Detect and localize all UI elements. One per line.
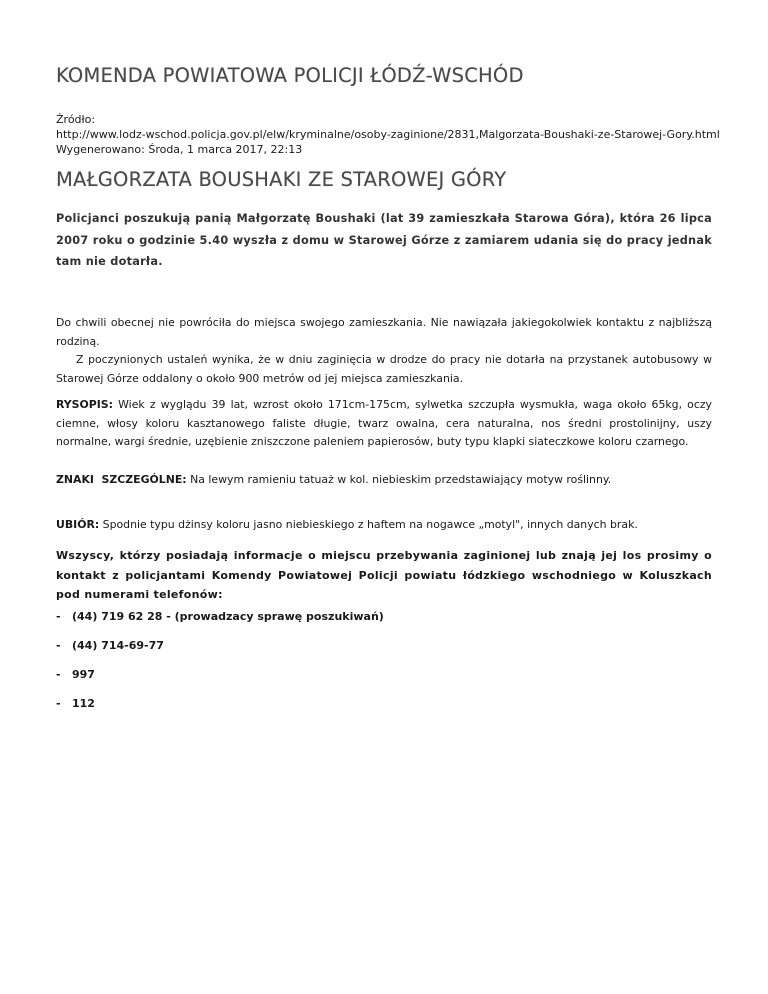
- generated-date: Wygenerowano: Środa, 1 marca 2017, 22:13: [56, 143, 303, 156]
- rysopis-label: RYSOPIS:: [56, 398, 114, 411]
- rysopis-paragraph: [56, 396, 712, 452]
- source-url: http://www.lodz-wschod.policja.gov.pl/elw/kryminalne/osoby-zaginione/2831,Malgorzata-Boushaki-ze-Starowej-Gory.html: [56, 128, 720, 141]
- phone-number: (44) 719 62 28 - (prowadzacy sprawę poszukiwań): [72, 610, 384, 623]
- list-dash: -: [56, 610, 61, 623]
- organization-heading: KOMENDA POWIATOWA POLICJI ŁÓDŹ-WSCHÓD: [56, 64, 524, 87]
- phone-number: 112: [72, 697, 95, 710]
- phone-number: (44) 714-69-77: [72, 639, 164, 652]
- phone-item: [56, 697, 95, 710]
- phone-item: [56, 639, 164, 652]
- paragraph-findings: Z poczynionych ustaleń wynika, że w dniu zaginięcia w drodze do pracy nie dotarła na przystanek autobusowy w Starowej Górze oddalony o około 900 metrów od jej miejsca zamieszkania.: [56, 353, 712, 385]
- phone-item: [56, 610, 384, 623]
- list-dash: -: [56, 639, 61, 652]
- ubior-text: Spodnie typu dżinsy koloru jasno niebieskiego z haftem na nogawce „motyl", innych danych brak.: [99, 518, 638, 531]
- list-dash: -: [56, 668, 61, 681]
- paragraph-contact-status: Do chwili obecnej nie powróciła do miejsca swojego zamieszkania. Nie nawiązała jakiegokolwiek kontaktu z najbliższą rodziną.: [56, 316, 712, 348]
- phone-item: [56, 668, 95, 681]
- source-label: Źródło:: [56, 113, 96, 126]
- description-block: [56, 314, 712, 388]
- contact-paragraph: Wszyscy, którzy posiadają informacje o miejscu przebywania zaginionej lub znają jej los prosimy o kontakt z policjantami Komendy Powiatowej Policji powiatu łódzkiego wschodniego w Koluszkach pod numerami telefonów:: [56, 549, 712, 601]
- article-title: MAŁGORZATA BOUSHAKI ZE STAROWEJ GÓRY: [56, 168, 507, 191]
- znaki-label: ZNAKI SZCZEGÓLNE:: [56, 473, 187, 486]
- znaki-paragraph: [56, 471, 712, 490]
- phone-number: 997: [72, 668, 95, 681]
- source-info: [56, 112, 720, 157]
- rysopis-text: Wiek z wyglądu 39 lat, wzrost około 171cm-175cm, sylwetka szczupła wysmukła, waga około 65kg, oczy ciemne, włosy koloru kasztanowego faliste długie, twarz owalna, cera naturalna, nos średni prostolinijny, uszy normalne, wargi średnie, uzębienie zniszczone paleniem papierosów, buty typu klapki siateczkowe koloru czarnego.: [56, 398, 712, 448]
- ubior-paragraph: [56, 516, 712, 535]
- znaki-text: Na lewym ramieniu tatuaż w kol. niebieskim przedstawiający motyw roślinny.: [186, 473, 612, 486]
- ubior-label: UBIÓR:: [56, 518, 100, 531]
- lead-paragraph: Policjanci poszukują panią Małgorzatę Boushaki (lat 39 zamieszkała Starowa Góra), która 26 lipca 2007 roku o godzinie 5.40 wyszła z domu w Starowej Górze z zamiarem udania się do pracy jednak tam nie dotarła.: [56, 212, 712, 268]
- list-dash: -: [56, 697, 61, 710]
